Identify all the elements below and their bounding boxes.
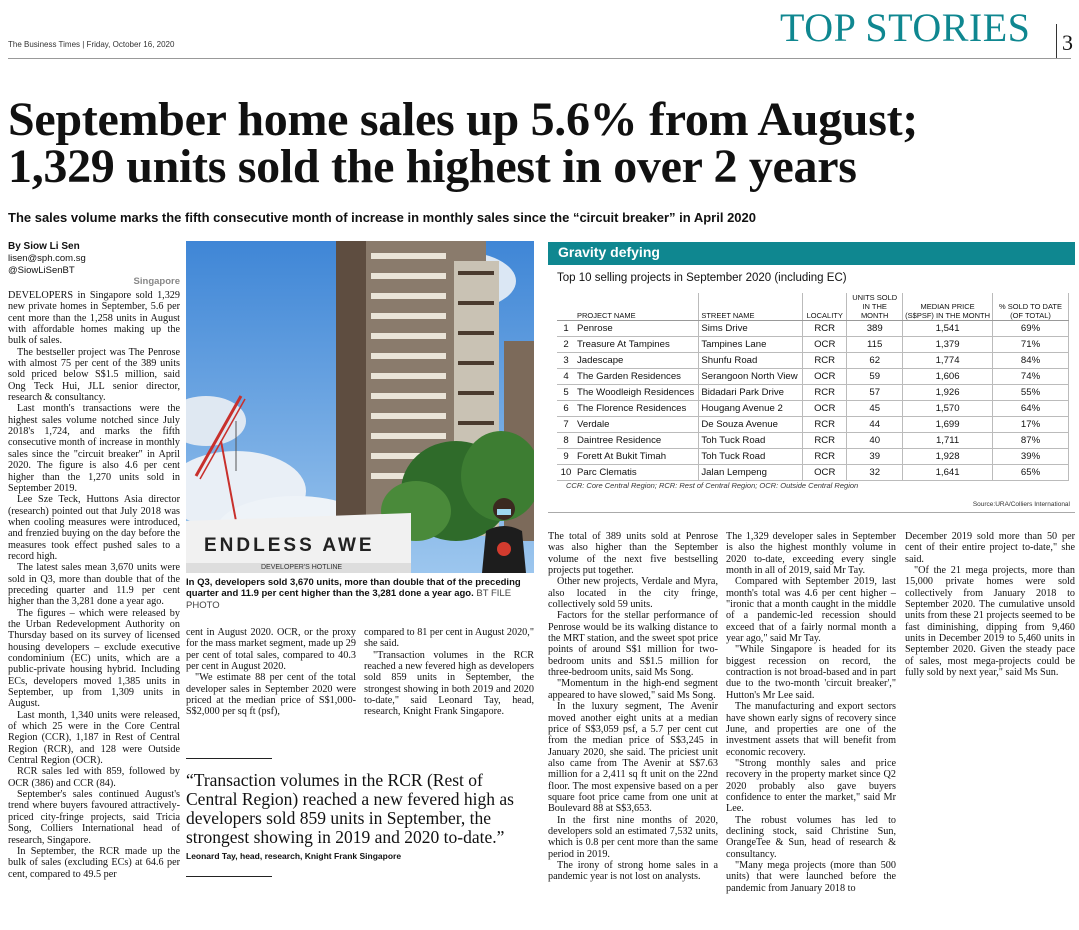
header-rule <box>8 58 1071 59</box>
table-cell: 1,774 <box>903 353 993 369</box>
table-cell: The Florence Residences <box>575 401 699 417</box>
table-cell: 40 <box>847 433 903 449</box>
dateline: Singapore <box>133 276 180 287</box>
table-cell: 1,379 <box>903 337 993 353</box>
byline <box>8 241 180 277</box>
table-cell: 17% <box>993 417 1069 433</box>
author-email: lisen@sph.com.sg <box>8 253 86 264</box>
body-column-1 <box>8 290 180 880</box>
table-cell: Jalan Lempeng <box>699 465 803 481</box>
table-cell: 7 <box>557 417 575 433</box>
table-cell: 65% <box>993 465 1069 481</box>
table-cell: Serangoon North View <box>699 369 803 385</box>
table-cell: 59 <box>847 369 903 385</box>
table-cell: 8 <box>557 433 575 449</box>
table-cell: OCR <box>803 337 847 353</box>
table-cell: The Woodleigh Residences <box>575 385 699 401</box>
table-cell: De Souza Avenue <box>699 417 803 433</box>
table-cell: RCR <box>803 385 847 401</box>
article-photo <box>186 241 534 573</box>
table-row <box>557 321 1069 337</box>
table-cell: 1,926 <box>903 385 993 401</box>
headline <box>8 93 1068 193</box>
table-cell: Jadescape <box>575 353 699 369</box>
headline-line-2: 1,329 units sold the highest in over 2 years <box>8 140 857 193</box>
table-cell: Treasure At Tampines <box>575 337 699 353</box>
table-cell: Bidadari Park Drive <box>699 385 803 401</box>
table-cell: RCR <box>803 353 847 369</box>
table-bottom-rule <box>548 512 1075 513</box>
table-cell: 32 <box>847 465 903 481</box>
paragraph: Lee Sze Teck, Huttons Asia director (research) pointed out that July 2018 was when cooling measures were introduced, and frenzied buying on the day before the measures took effect pushed sales to a record high. <box>8 494 180 562</box>
pull-quote-rule-top <box>186 758 272 759</box>
table-cell: 62 <box>847 353 903 369</box>
top-projects-table <box>557 293 1069 481</box>
body-column-3 <box>364 627 534 718</box>
table-row <box>557 353 1069 369</box>
paragraph: Last month's transactions were the highest sales volume notched since July 2018's 1,724, and marks the fifth consecutive month of increase in monthly sales since the "circuit breaker" in April 2020. The figure is also 4.6 per cent higher than the 1,270 units sold in September 2019. <box>8 403 180 494</box>
table-cell: 1,606 <box>903 369 993 385</box>
paragraph: The robust volumes has led to declining stock, said Christine Sun, OrangeTee & Sun, head of research & consultancy. <box>726 814 896 860</box>
table-cell: RCR <box>803 321 847 337</box>
table-header-cell <box>557 293 575 321</box>
paragraph: "While Singapore is headed for its biggest recession on record, the contraction is not broad-based and in part due to the two-month 'circuit breaker'," Hutton's Mr Lee said. <box>726 644 896 701</box>
table-note: CCR: Core Central Region; RCR: Rest of Central Region; OCR: Outside Central Region <box>566 481 859 490</box>
paragraph: "Many mega projects (more than 500 units) that were launched before the pandemic from January 2018 to <box>726 859 896 894</box>
table-cell: Toh Tuck Road <box>699 433 803 449</box>
table-cell: Daintree Residence <box>575 433 699 449</box>
table-cell: 4 <box>557 369 575 385</box>
table-cell: 44 <box>847 417 903 433</box>
paragraph: RCR sales led with 859, followed by OCR (386) and CCR (84). <box>8 766 180 789</box>
paragraph: Compared with September 2019, last month's total was 4.6 per cent higher – "ironic that a month caught in the middle of a pandemic-led recession should exceed that of a fairly normal month a year ago," said Mr Tay. <box>726 576 896 645</box>
table-cell: 57 <box>847 385 903 401</box>
table-cell: The Garden Residences <box>575 369 699 385</box>
table-cell: 1 <box>557 321 575 337</box>
table-cell: 115 <box>847 337 903 353</box>
paragraph: "Momentum in the high-end segment appeared to have slowed," said Ms Song. <box>548 678 718 701</box>
table-cell: 64% <box>993 401 1069 417</box>
hoarding-sign-text: ENDLESS AWE <box>204 535 375 556</box>
table-header-cell: % SOLD TO DATE (OF TOTAL) <box>993 293 1069 321</box>
body-column-2 <box>186 627 356 718</box>
table-cell: OCR <box>803 401 847 417</box>
pull-quote-attribution: Leonard Tay, head, research, Knight Frank Singapore <box>186 851 402 861</box>
paragraph: December 2019 sold more than 50 per cent of their entire project to-date," she said. <box>905 531 1075 565</box>
paragraph: In the luxury segment, The Avenir moved another eight units at a median price of S$3,059 psf, a 5.7 per cent cut from the median price of S$3,245 in January 2020, she said. The priciest unit also came from The Avenir at S$7.63 million for a 2,411 sq ft unit on the 22nd floor. The most expensive based on a per square foot price came from one unit at Boulevard 88 at S$3,653. <box>548 701 718 815</box>
table-cell: Sims Drive <box>699 321 803 337</box>
paragraph: In September, the RCR made up the bulk of sales (excluding ECs) at 64.6 per cent, compared to 49.5 per <box>8 845 180 880</box>
table-cell: 39% <box>993 449 1069 465</box>
body-column-4 <box>548 531 718 883</box>
table-cell: 55% <box>993 385 1069 401</box>
body-column-6 <box>905 531 1075 678</box>
paragraph: The bestseller project was The Penrose with almost 75 per cent of the 389 units sold priced below S$1.5 million, said Ong Teck Hui, JLL senior director, research & consultancy. <box>8 346 180 404</box>
table-cell: 3 <box>557 353 575 369</box>
headline-line-1: September home sales up 5.6% from August; <box>8 93 918 146</box>
table-cell: Tampines Lane <box>699 337 803 353</box>
table-cell: RCR <box>803 449 847 465</box>
table-cell: 10 <box>557 465 575 481</box>
table-cell: OCR <box>803 465 847 481</box>
table-header-cell: LOCALITY <box>803 293 847 321</box>
table-source: Source:URA/Colliers International <box>972 501 1070 508</box>
paragraph: The manufacturing and export sectors have shown early signs of recovery since June, and properties are one of the investment assets that will benefit from economic recovery. <box>726 701 896 758</box>
body-column-5 <box>726 531 896 894</box>
paragraph: "Strong monthly sales and price recovery in the property market since Q2 2020 probably also gave buyers confidence to enter the market," said Mr Lee. <box>726 757 896 815</box>
paragraph: The irony of strong home sales in a pandemic year is not lost on analysts. <box>548 859 718 883</box>
paragraph: "We estimate 88 per cent of the total developer sales in September 2020 were priced at the median price of S$1,000-S$2,000 per sq ft (psf), <box>186 672 356 718</box>
section-title: TOP STORIES <box>780 5 1031 50</box>
table-cell: 1,699 <box>903 417 993 433</box>
paragraph: Other new projects, Verdale and Myra, also located in the city fringe, collectively sold 59 units. <box>548 576 718 611</box>
construction-site-illustration <box>186 241 534 573</box>
table-cell: 6 <box>557 401 575 417</box>
paragraph: Factors for the stellar performance of Penrose would be its walking distance to the MRT station, and the sweet spot price points of around S$1 million for two-bedroom units and S$1.5 million for three-bedroom units, said Ms Song. <box>548 610 718 679</box>
table-cell: Parc Clematis <box>575 465 699 481</box>
paragraph: The latest sales mean 3,670 units were sold in Q3, more than double that of the preceding quarter and 11.9 per cent higher than the 3,281 done a year ago. <box>8 562 180 608</box>
author-name: By Siow Li Sen <box>8 241 80 252</box>
table-cell: 1,641 <box>903 465 993 481</box>
paragraph: cent in August 2020. OCR, or the proxy for the mass market segment, made up 29 per cent of total sales, compared to 40.3 per cent in August 2020. <box>186 627 356 673</box>
table-row <box>557 417 1069 433</box>
table-cell: Verdale <box>575 417 699 433</box>
table-cell: 39 <box>847 449 903 465</box>
pull-quote: “Transaction volumes in the RCR (Rest of Central Region) reached a new fevered high as developers sold 859 units in September, the strongest showing in 2019 and 2020 to-date.” <box>186 770 514 847</box>
table-cell: 45 <box>847 401 903 417</box>
photo-credit: BT FILE PHOTO <box>186 588 512 611</box>
hoarding-sign-subtext: DEVELOPER'S HOTLINE <box>261 564 343 571</box>
table-cell: OCR <box>803 369 847 385</box>
table-cell: Hougang Avenue 2 <box>699 401 803 417</box>
masthead: The Business Times | Friday, October 16, 2020 <box>8 40 175 49</box>
table-title: Gravity defying <box>548 242 1075 265</box>
table-header-cell: MEDIAN PRICE (S$PSF) IN THE MONTH <box>903 293 993 321</box>
table-header-cell: PROJECT NAME <box>575 293 699 321</box>
table-cell: 389 <box>847 321 903 337</box>
table-cell: 69% <box>993 321 1069 337</box>
paragraph: September's sales continued August's trend where buyers favoured attractively-priced city-fringe projects, said Tricia Song, Colliers International head of research, Singapore. <box>8 789 180 846</box>
table-cell: 1,928 <box>903 449 993 465</box>
table-cell: Forett At Bukit Timah <box>575 449 699 465</box>
photo-caption <box>186 577 534 611</box>
table-cell: RCR <box>803 433 847 449</box>
table-cell: 87% <box>993 433 1069 449</box>
table-header-cell: UNITS SOLD IN THE MONTH <box>847 293 903 321</box>
table-cell: 1,711 <box>903 433 993 449</box>
table-row <box>557 449 1069 465</box>
table-cell: 71% <box>993 337 1069 353</box>
table-row <box>557 337 1069 353</box>
table-row <box>557 369 1069 385</box>
paragraph: The total of 389 units sold at Penrose was also higher than the September volume of the next five bestselling projects put together. <box>548 531 718 577</box>
table-cell: 1,541 <box>903 321 993 337</box>
table-subtitle: Top 10 selling projects in September 2020 (including EC) <box>557 272 847 284</box>
paragraph: Last month, 1,340 units were released, of which 25 were in the Core Central Region (CCR), 1,187 in Rest of Central Region (RCR), and 128 were Outside Central Region (OCR). <box>8 709 180 767</box>
paragraph: "Of the 21 mega projects, more than 15,000 private homes were sold collectively from January 2018 to September 2020. The cumulative unsold units from these 21 projects seemed to be fast diminishing, dipping from 9,460 units in December 2019 to 5,460 units in September 2020. Given the steady pace of sales, most mega-projects could be fully sold by next year," said Ms Sun. <box>905 565 1075 679</box>
table-cell: 9 <box>557 449 575 465</box>
table-row <box>557 465 1069 481</box>
pull-quote-rule-bottom <box>186 876 272 877</box>
photo-caption-text: In Q3, developers sold 3,670 units, more than double that of the preceding quarter and 11.9 per cent higher than the 3,281 done a year ago. <box>186 577 521 600</box>
table-row <box>557 433 1069 449</box>
table-cell: 5 <box>557 385 575 401</box>
paragraph: "Transaction volumes in the RCR reached a new fevered high as developers sold 859 units in September, the strongest showing in both 2019 and 2020 to-date," said Leonard Tay, head, research, Knight Frank Singapore. <box>364 649 534 718</box>
table-cell: 2 <box>557 337 575 353</box>
table-cell: 74% <box>993 369 1069 385</box>
table-header-cell: STREET NAME <box>699 293 803 321</box>
table-body <box>557 321 1069 481</box>
table-cell: 1,570 <box>903 401 993 417</box>
paragraph: The 1,329 developer sales in September is also the highest monthly volume in 2020 to-date, exceeding every single month in all of 2019, said Mr Tay. <box>726 531 896 577</box>
table-cell: Toh Tuck Road <box>699 449 803 465</box>
paragraph: In the first nine months of 2020, developers sold an estimated 7,532 units, which is 0.8 per cent more than the same period in 2019. <box>548 814 718 860</box>
paragraph: compared to 81 per cent in August 2020," she said. <box>364 627 534 650</box>
author-twitter: @SiowLiSenBT <box>8 265 75 276</box>
table-cell: Penrose <box>575 321 699 337</box>
table-row <box>557 385 1069 401</box>
page-divider <box>1056 24 1057 58</box>
table-cell: Shunfu Road <box>699 353 803 369</box>
paragraph: The figures – which were released by the Urban Redevelopment Authority on Thursday based on its survey of licensed housing developers – exclude executive condominium (EC) units, which are a public-private housing hybrid. Including ECs, developers moved 1,385 units in September, up from 1,309 units in August. <box>8 607 180 710</box>
standfirst: The sales volume marks the fifth consecutive month of increase in monthly sales since the “circuit breaker” in April 2020 <box>8 210 756 225</box>
paragraph: DEVELOPERS in Singapore sold 1,329 new private homes in September, 5.6 per cent more than the 1,258 units in August with affordable homes making up the bulk of sales. <box>8 290 180 347</box>
table-cell: RCR <box>803 417 847 433</box>
table-row <box>557 401 1069 417</box>
page-number: 3 <box>1062 30 1073 55</box>
table-header-row <box>557 293 1069 321</box>
table-cell: 84% <box>993 353 1069 369</box>
